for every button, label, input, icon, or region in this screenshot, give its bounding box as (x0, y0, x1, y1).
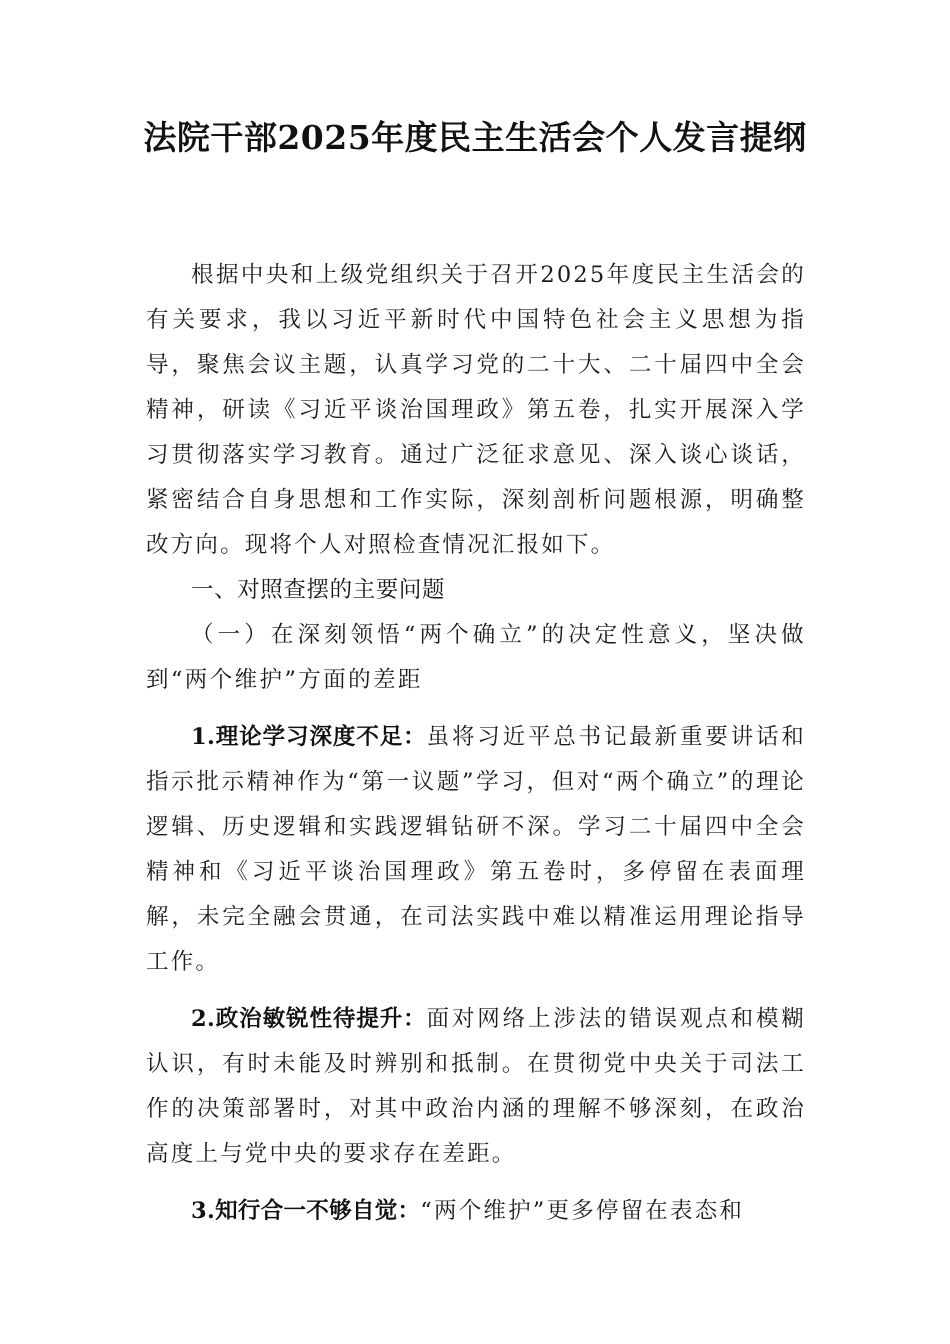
problem-item-3-lead: 3.知行合一不够自觉： (191, 1198, 421, 1224)
spacer (146, 703, 806, 715)
problem-item-2-text: 面对网络上涉法的错误观点和模糊认识，有时未能及时辨别和抵制。在贯彻党中央关于司法工作的决策部署时，对其中政治内涵的理解不够深刻，在政治高度上与党中央的要求存在差距。 (146, 1006, 806, 1167)
problem-item-1-text: 虽将习近平总书记最新重要讲话和指示批示精神作为“第一议题”学习，但对“两个确立”的理论逻辑、历史逻辑和实践逻辑钻研不深。学习二十届四中全会精神和《习近平谈治国理政》第五卷时，多停留在表面理解，未完全融会贯通，在司法实践中难以精准运用理论指导工作。 (146, 724, 806, 975)
document-title: 法院干部2025年度民主生活会个人发言提纲 (143, 118, 807, 157)
problem-item-3 (146, 1189, 806, 1234)
subsection-heading: （一）在深刻领悟“两个确立”的决定性意义，坚决做到“两个维护”方面的差距 (146, 622, 806, 693)
spacer (146, 985, 806, 997)
problem-item-2 (146, 997, 806, 1177)
problem-item-1 (146, 715, 806, 985)
problem-item-2-lead: 2.政治敏锐性待提升： (191, 1006, 427, 1032)
problem-item-3-text: “两个维护”更多停留在表态和 (420, 1198, 745, 1224)
document-body (146, 253, 806, 1234)
intro-paragraph: 根据中央和上级党组织关于召开2025年度民主生活会的有关要求，我以习近平新时代中国特色社会主义思想为指导，聚焦会议主题，认真学习党的二十大、二十届四中全会精神，研读《习近平谈治国理政》第五卷，扎实开展深入学习贯彻落实学习教育。通过广泛征求意见、深入谈心谈话，紧密结合自身思想和工作实际，深刻剖析问题根源，明确整改方向。现将个人对照检查情况汇报如下。 (146, 262, 806, 558)
problem-item-1-lead: 1.理论学习深度不足： (191, 724, 427, 750)
spacer (146, 1177, 806, 1189)
section-heading: 一、对照查摆的主要问题 (191, 577, 446, 603)
